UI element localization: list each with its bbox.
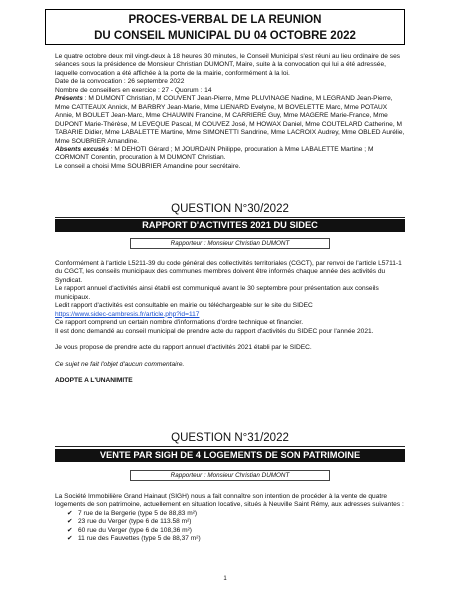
intro-paragraph: Le quatre octobre deux mil vingt-deux à 18 heures 30 minutes, le Conseil Municipal s'est réuni au lieu ordinaire de ses séances sous la présidence de Monsieur Christian DUMONT, Maire, suite à la convocation qui lui a été adressée, laquelle convocation a été affichée à la porte de la mairie, conformément à la loi. [55,53,401,77]
q30-decision: ADOPTE A L'UNANIMITE [55,376,133,384]
document-title-line-2: DU CONSEIL MUNICIPAL DU 04 OCTOBRE 2022 [94,30,356,42]
absents-names: : M DEHOTI Gérard ; M JOURDAIN Philippe, procuration à Mme LABALETTE Martine ; M CORMONT Corentin, procuration à M DUMONT Christian. [55,145,374,162]
q30-paragraph-2: Le rapport annuel d'activités ainsi établi est communiqué avant le 30 septembre pour présentation aux conseils municipaux. [55,285,379,301]
sidec-report-link[interactable]: https://www.sidec-cambresis.fr/article.php?id=117 [55,310,200,318]
absents-list [55,146,405,163]
checkmark-icon: ✔ [67,535,73,543]
council-counts: Nombre de conseillers en exercice : 27 - Quorum : 14 [55,86,212,94]
question-30-banner: RAPPORT D'ACTIVITES 2021 DU SIDEC [55,219,405,232]
q30-paragraph-1: Conformément à l'article L5211-39 du code général des collectivités territoriales (CGCT), par renvoi de l'article L5711-1 du CGCT, les conseils municipaux des communes membres doivent être informés chaque année des activités du Syndicat. [55,260,402,284]
convocation-date: Date de la convocation : 26 septembre 2022 [55,78,185,86]
question-30-rapporteur [130,238,330,249]
checkmark-icon: ✔ [67,509,73,517]
q30-paragraph-5: Il est donc demandé au conseil municipal de prendre acte du rapport d'activités du SIDEC pour l'année 2021. [55,327,374,335]
checkmark-icon: ✔ [67,526,73,534]
question-30-title: QUESTION N°30/2022 [55,202,405,218]
question-31-body [55,493,405,544]
document-title-line-1: PROCES-VERBAL DE LA REUNION [128,14,322,26]
page-number: 1 [223,576,227,582]
presents-label: Présents [55,95,83,103]
checkmark-icon: ✔ [67,518,73,526]
question-30-body [55,260,405,385]
presents-names: : M DUMONT Christian, M COUVENT Jean-Pierre, Mme PLUVINAGE Nadine, M LEGRAND Jean-Pierre, Mme CATTEAUX Annick, M BARBRY Jean-Marie, Mme LIENARD Evelyne, M BOVELETTE Marc, Mme POTAUX Annie, M BOULET Jean-Marc, Mme CHAUWIN Francine, M CARRIERE Guy, Mme MAGERE Marie-France, Mme DUPONT Marie-Thérèse, M LEVEQUE Pascal, M COUVEZ José, M HOWAX Daniel, Mme COUTELARD Catherine, M TABARIE Didier, Mme LABALETTE Martine, Mme SIMONETTI Sandrine, Mme LACROIX Audrey, Mme OBLED Aurélie, Mme SOUBRIER Amandine. [55,95,405,145]
q31-paragraph-1: La Société Immobilière Grand Hainaut (SIGH) nous a fait connaître son intention de procéder à la vente de quatre logements de son patrimoine, actuellement en situation locative, situés à Neuville Saint Rémy, aux adresses suivantes : [55,493,404,509]
absents-label: Absents excusés [55,145,109,153]
list-item: ✔ 60 rue du Verger (type 6 de 108,36 m²) [67,526,192,534]
rapporteur-text: Rapporteur : Monsieur Christian DUMONT [170,472,290,479]
q30-proposal: Je vous propose de prendre acte du rapport annuel d'activités 2021 établi par le SIDEC. [55,344,312,352]
secretary-line: Le conseil a choisi Mme SOUBRIER Amandine pour secrétaire. [55,162,241,170]
rapporteur-text: Rapporteur : Monsieur Christian DUMONT [170,240,290,247]
list-item: ✔ 23 rue du Verger (type 6 de 113.58 m²) [67,518,192,526]
question-31-title: QUESTION N°31/2022 [55,431,405,447]
q30-paragraph-4: Ce rapport comprend un certain nombre d'informations d'ordre technique et financier. [55,319,304,327]
q30-paragraph-3: Ledit rapport d'activités est consultable en mairie ou téléchargeable sur le site du SIDEC [55,302,313,310]
document-title-box [45,9,405,45]
question-31-banner: VENTE PAR SIGH DE 4 LOGEMENTS DE SON PATRIMOINE [55,449,405,462]
property-list [55,510,405,544]
presents-list [55,95,405,146]
question-31-rapporteur [130,470,330,481]
intro-section [55,53,405,171]
q30-comment: Ce sujet ne fait l'objet d'aucun commentaire. [55,360,185,368]
list-item: ✔ 11 rue des Fauvettes (type 5 de 88,37 m²) [67,535,201,543]
list-item: ✔ 7 rue de la Bergerie (type 5 de 88,83 m²) [67,509,198,517]
